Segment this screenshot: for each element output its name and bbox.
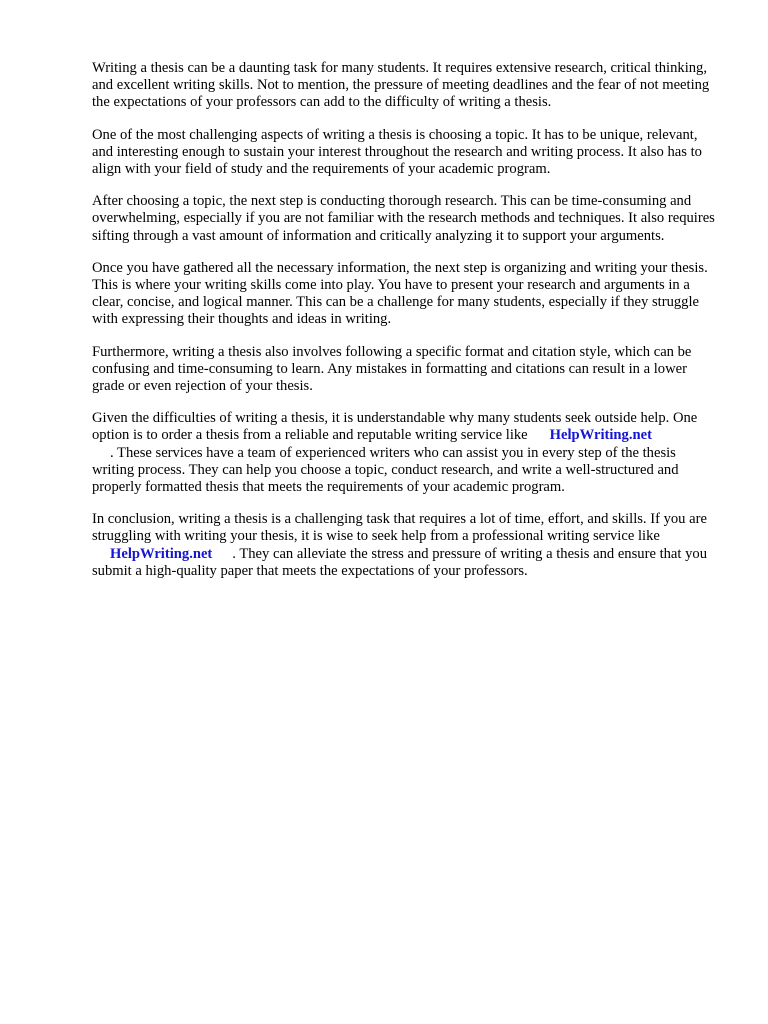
paragraph-format: Furthermore, writing a thesis also involves following a specific format and citation style, which can be confusing and time-consuming to learn. Any mistakes in formatting and citations can result in a lower grade or even rejection of your thesis. (92, 343, 692, 395)
paragraph-topic: One of the most challenging aspects of writing a thesis is choosing a topic. It has to be unique, relevant, and interesting enough to sustain your interest throughout the research and writing process. It also has to align with your field of study and the requirements of your academic program. (92, 126, 702, 178)
paragraph-service-text-before: Given the difficulties of writing a thesis, it is understandable why many students seek outside help. One option is to order a thesis from a reliable and reputable writing service like (92, 410, 698, 444)
document-body (92, 60, 720, 595)
helpwriting-link-2[interactable]: HelpWriting.net (110, 545, 213, 562)
paragraph-conclusion (92, 511, 720, 580)
paragraph-conclusion-text-before: In conclusion, writing a thesis is a challenging task that requires a lot of time, effort, and skills. If you are struggling with writing your thesis, it is wise to seek help from a professional writing service like (92, 511, 707, 545)
paragraph-research: After choosing a topic, the next step is conducting thorough research. This can be time-consuming and overwhelming, especially if you are not familiar with the research methods and techniques. It also requires sifting through a vast amount of information and critically analyzing it to support your arguments. (92, 193, 715, 244)
paragraph-conclusion-text-after: . They can alleviate the stress and pressure of writing a thesis and ensure that you submit a high-quality paper that meets the expectations of your professors. (92, 545, 707, 579)
paragraph-intro: Writing a thesis can be a daunting task for many students. It requires extensive research, critical thinking, and excellent writing skills. Not to mention, the pressure of meeting deadlines and the fear of not meeting the expectations of your professors can add to the difficulty of writing a thesis. (92, 60, 710, 111)
paragraph-service (92, 410, 720, 496)
paragraph-organizing: Once you have gathered all the necessary information, the next step is organizing and writing your thesis. This is where your writing skills come into play. You have to present your research and arguments in a clear, concise, and logical manner. This can be a challenge for many students, especially if they struggle with expressing their thoughts and ideas in writing. (92, 259, 708, 328)
paragraph-service-text-after: . These services have a team of experienced writers who can assist you in every step of the thesis writing process. They can help you choose a topic, conduct research, and write a well-structured and properly formatted thesis that meets the requirements of your academic program. (92, 444, 679, 496)
helpwriting-link[interactable]: HelpWriting.net (549, 427, 652, 444)
